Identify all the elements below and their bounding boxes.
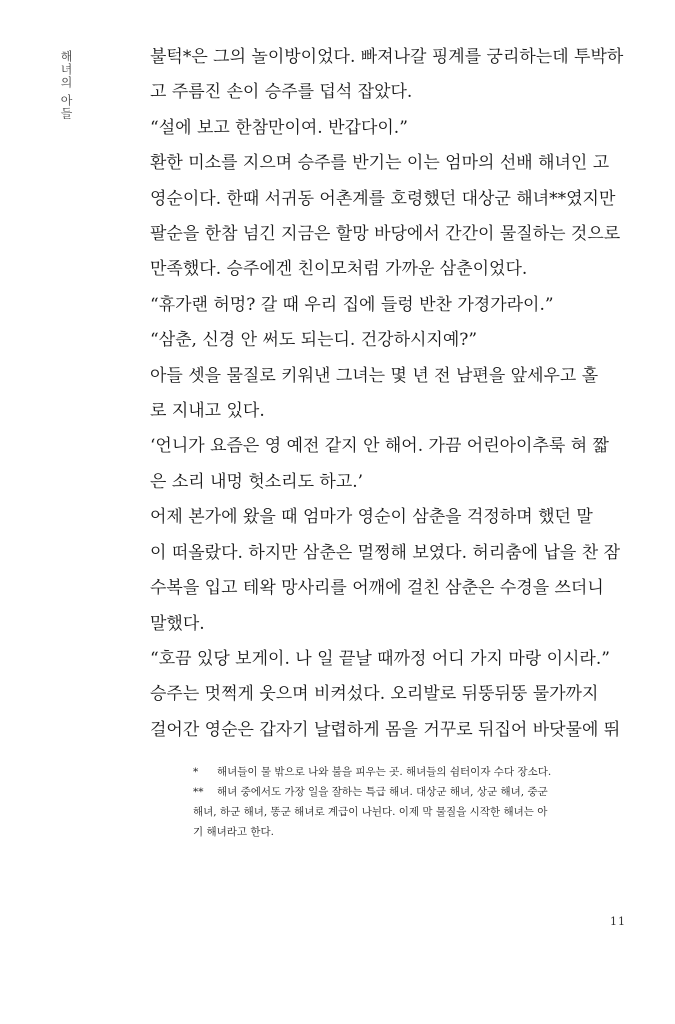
running-head: 해녀의 아들: [59, 50, 73, 120]
footnote-text: 기 해녀라고 한다.: [193, 826, 275, 838]
text-line: 수복을 입고 테왁 망사리를 어깨에 걸친 삼춘은 수경을 쓰더니: [150, 578, 604, 599]
text-line: “호끔 있당 보게이. 나 일 끝날 때까정 어디 가지 마랑 이시라.”: [150, 648, 610, 669]
text-line: “설에 보고 한참만이여. 반갑다이.”: [150, 117, 408, 138]
text-line: “삼춘, 신경 안 써도 되는디. 건강하시지예?”: [150, 330, 478, 351]
footnotes: [193, 762, 633, 842]
text-line: 만족했다. 승주에겐 친이모처럼 가까운 삼춘이었다.: [150, 259, 528, 280]
text-line: 말했다.: [150, 613, 205, 634]
text-line: 로 지내고 있다.: [150, 401, 265, 422]
footnote-text: 해녀들이 물 밖으로 나와 불을 피우는 곳. 해녀들의 쉼터이자 수다 장소다.: [217, 766, 552, 778]
text-line: 불턱*은 그의 놀이방이었다. 빠져나갈 핑계를 궁리하는데 투박하: [150, 47, 624, 67]
page-number: 11: [610, 915, 626, 928]
footnote-text: 해녀 중에서도 가장 일을 잘하는 특급 해녀. 대상군 해녀, 상군 해녀, 중군: [217, 786, 548, 798]
text-line: ‘언니가 요즘은 영 예전 같지 안 해어. 가끔 어린아이추룩 혀 짧: [150, 436, 609, 457]
footnote-text: 해녀, 하군 해녀, 똥군 해녀로 계급이 나뉜다. 이제 막 물질을 시작한 해녀는 아: [193, 806, 548, 818]
text-line: 어제 본가에 왔을 때 엄마가 영순이 삼춘을 걱정하며 했던 말: [150, 507, 593, 528]
text-line: 환한 미소를 지으며 승주를 반기는 이는 엄마의 선배 해녀인 고: [150, 153, 610, 174]
text-line: 아들 셋을 물질로 키워낸 그녀는 몇 년 전 남편을 앞세우고 홀: [150, 365, 599, 386]
text-line: 걸어간 영순은 갑자기 날렵하게 몸을 거꾸로 뒤집어 바닷물에 뛰: [150, 719, 621, 740]
text-line: “휴가랜 허멍? 갈 때 우리 집에 들렁 반찬 가졍가라이.”: [150, 294, 554, 315]
footnote-marker: **: [193, 786, 204, 798]
text-line: 이 떠올랐다. 하지만 삼춘은 멀쩡해 보였다. 허리춤에 납을 찬 잠: [150, 542, 620, 563]
text-line: 팔순을 한참 넘긴 지금은 할망 바당에서 간간이 물질하는 것으로: [150, 224, 621, 245]
text-line: 고 주름진 손이 승주를 덥석 잡았다.: [150, 82, 413, 103]
text-line: 은 소리 내멍 헛소리도 하고.’: [150, 471, 364, 492]
text-line: 승주는 멋쩍게 웃으며 비켜섰다. 오리발로 뒤뚱뒤뚱 물가까지: [150, 684, 599, 705]
footnote-2: [193, 782, 633, 802]
footnote-marker: *: [193, 766, 199, 778]
text-line: 영순이다. 한때 서귀동 어촌계를 호령했던 대상군 해녀**였지만: [150, 188, 616, 209]
footnote-1: [193, 762, 633, 782]
body-text: [150, 40, 630, 748]
